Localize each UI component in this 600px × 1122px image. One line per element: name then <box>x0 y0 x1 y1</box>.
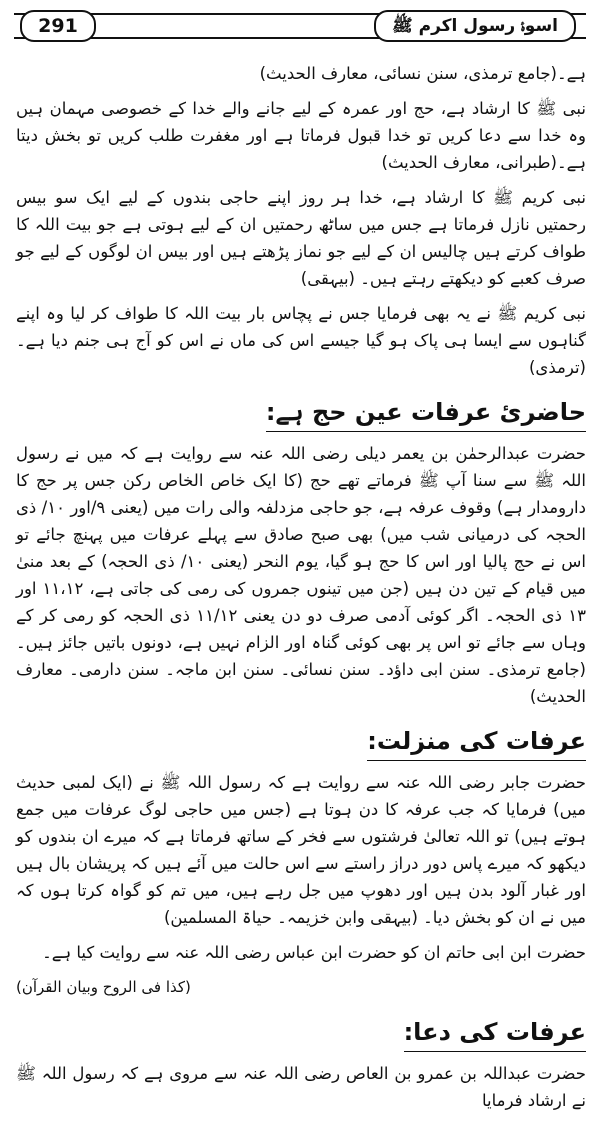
section-arafat-hajj <box>16 389 586 440</box>
paragraph-citation-end: ہے۔(جامع ترمذی، سنن نسائی، معارف الحدیث) <box>259 64 586 83</box>
paragraph-abdullah-ibn-amr: حضرت عبداللہ بن عمرو بن العاص رضی اللہ عنہ سے مروی ہے کہ رسول اللہ ﷺ نے ارشاد فرمایا <box>16 1064 586 1110</box>
page-number: 291 <box>20 10 96 42</box>
paragraph-120-mercies: نبی کریم ﷺ کا ارشاد ہے، خدا ہر روز اپنے حاجی بندوں کے لیے ایک سو بیس رحمتیں نازل فرماتا ہے جس میں ساٹھ رحمتیں ان کے لیے ہوتی ہے جو بیت اللہ کا طواف کرتے ہیں چالیس ان کے لیے جو نماز پڑھتے ہیں اور بیس ان لوگوں کے لیے جو صرف کعبے کو دیکھتے رہتے ہیں۔ (بیہقی) <box>16 188 586 288</box>
section-arafat-status <box>16 718 586 769</box>
page-body <box>16 60 586 1122</box>
section-arafat-dua <box>16 1009 586 1060</box>
paragraph-wuquf-arafah: حضرت عبدالرحمٰن بن یعمر دیلی رضی اللہ عنہ سے روایت ہے کہ میں نے رسول اللہ ﷺ سے سنا آپ ﷺ فرماتے تھے حج (کا ایک خاص الخاص رکن جس پر حج کا دارومدار ہے) وقوف عرفہ ہے، جو حاجی مزدلفہ والی رات میں (یعنی ۹/اور ۱۰/ ذی الحجہ کی درمیانی شب میں) بھی صبح صادق سے پہلے عرفات میں پہنچ جائے تو اس نے حج پالیا اور اس کا حج ہو گیا، یوم النحر (یعنی ۱۰/ ذی الحجہ) کے بعد منیٰ میں قیام کے تین دن ہیں (جن میں تینوں جمروں کی رمی کی جاتی ہے، ۱۱،۱۲ اور ۱۳ ذی الحجہ۔ اگر کوئی آدمی صرف دو دن یعنی ۱۱/۱۲ ذی الحجہ کو رمی کر کے وہاں سے جائے تو اس پر بھی کوئی گناہ اور الزام نہیں ہے، دونوں باتیں جائز ہیں۔(جامع ترمذی۔ سنن ابی داؤد۔ سنن نسائی۔ سنن ابن ماجہ۔ سنن دارمی۔ معارف الحدیث) <box>16 444 586 706</box>
page-header <box>14 10 586 40</box>
paragraph-guests-of-god: نبی ﷺ کا ارشاد ہے، حج اور عمرہ کے لیے جانے والے خدا کے خصوصی مہمان ہیں وہ خدا سے دعا کریں تو خدا قبول فرماتا ہے اور مغفرت طلب کریں تو بخش دیتا ہے۔(طبرانی، معارف الحدیث) <box>16 99 586 172</box>
running-title: اسوۂ رسول اکرم ﷺ <box>374 10 576 42</box>
heading-arafat-hajj: حاضریٔ عرفات عین حج ہے: <box>266 395 586 432</box>
heading-arafat-status: عرفات کی منزلت: <box>367 724 586 761</box>
paragraph-day-of-arafah: حضرت جابر رضی اللہ عنہ سے روایت ہے کہ رسول اللہ ﷺ نے (ایک لمبی حدیث میں) فرمایا کہ جب عرفہ کا دن ہوتا ہے (جس میں حاجی لوگ عرفات میں جمع ہوتے ہیں) تو اللہ تعالیٰ فرشتوں سے فخر کے ساتھ فرماتا ہے کہ میرے ان بندوں کو دیکھو کہ میرے پاس دور دراز راستے سے اس حالت میں آئے ہیں کہ پریشان بال ہیں اور غبار آلود بدن ہیں اور دھوپ میں جل رہے ہیں، میں تم کو گواہ کرتا ہوں کہ میں نے ان کو بخش دیا۔ (بیہقی وابن خزیمہ۔ حیاۃ المسلمین) <box>16 773 586 927</box>
paragraph-ibn-abi-hatim: حضرت ابن ابی حاتم ان کو حضرت ابن عباس رضی اللہ عنہ سے روایت کیا ہے۔ <box>42 943 586 962</box>
paragraph-50-tawaf: نبی کریم ﷺ نے یہ بھی فرمایا جس نے پچاس بار بیت اللہ کا طواف کر لیا وہ اپنے گناہوں سے ایسا ہی پاک ہو گیا جیسے اس کی ماں نے اس کو آج ہی جنم دیا ہے۔(ترمذی) <box>16 304 586 377</box>
heading-arafat-dua: عرفات کی دعا: <box>404 1015 586 1052</box>
source-note: (کذا فی الروح وبیان القرآن) <box>16 978 191 996</box>
